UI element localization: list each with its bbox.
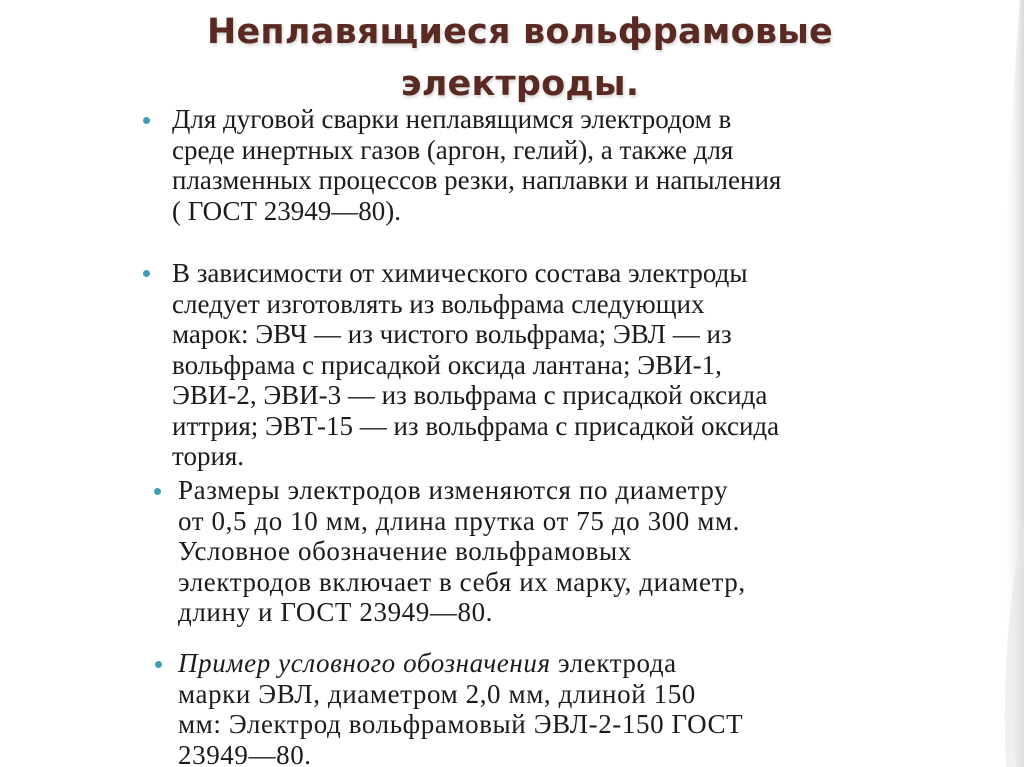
bullet-line: плазменных процессов резки, наплавки и напыления xyxy=(172,165,782,195)
bullet-line: от 0,5 до 10 мм, длина прутка от 75 до 300 мм. xyxy=(178,505,740,536)
bullet-line: среде инертных газов (аргон, гелий), а также для xyxy=(172,134,734,165)
bullet-line: марок: ЭВЧ — из чистого вольфрама; ЭВЛ — из xyxy=(172,319,732,349)
title-line-2: электроды. xyxy=(400,64,640,104)
bullet-item xyxy=(178,475,746,628)
bullet-line xyxy=(178,648,743,679)
bullet-item xyxy=(172,258,779,472)
title-line-1: Неплавящиеся вольфрамовые xyxy=(207,12,833,52)
bullet-line: Для дуговой сварки неплавящимся электродом в xyxy=(172,104,732,134)
bullet-line: ( ГОСТ 23949—80). xyxy=(172,195,401,226)
bullet-item xyxy=(178,648,743,767)
bullet-line: ЭВИ-2, ЭВИ-3 — из вольфрама с присадкой оксида xyxy=(172,380,768,410)
bullet-line: марки ЭВЛ, диаметром 2,0 мм, длиной 150 xyxy=(178,678,696,709)
bullet-item xyxy=(172,104,781,226)
bullet-dot xyxy=(155,661,162,668)
bullet-line: 23949—80. xyxy=(178,739,312,767)
corner-ornament xyxy=(976,0,1024,767)
bullet-line: иттрия; ЭВТ-15 — из вольфрама с присадкой оксида xyxy=(172,410,780,441)
bullet-dot xyxy=(154,488,161,495)
bullet-line: В зависимости от химического состава электроды xyxy=(172,258,748,288)
bullet-line: электродов включает в себя их марку, диаметр, xyxy=(178,566,746,597)
bullet-dot xyxy=(143,270,150,277)
italic-lead: Пример условного обозначения xyxy=(178,648,551,678)
bullet-dot xyxy=(143,117,150,124)
bullet-line: следует изготовлять из вольфрама следующих xyxy=(172,288,705,319)
bullet-line: Условное обозначение вольфрамовых xyxy=(178,536,632,566)
bullet-line: мм: Электрод вольфрамовый ЭВЛ-2-150 ГОСТ xyxy=(178,709,744,739)
bullet-line: Размеры электродов изменяются по диаметру xyxy=(178,475,729,505)
bullet-line: вольфрама с присадкой оксида лантана; ЭВИ-1, xyxy=(172,349,722,380)
bullet-line: тория. xyxy=(172,441,245,471)
slide-title xyxy=(120,6,920,110)
bullet-line: длину и ГОСТ 23949—80. xyxy=(178,597,494,627)
lead-rest: электрода xyxy=(550,648,677,678)
